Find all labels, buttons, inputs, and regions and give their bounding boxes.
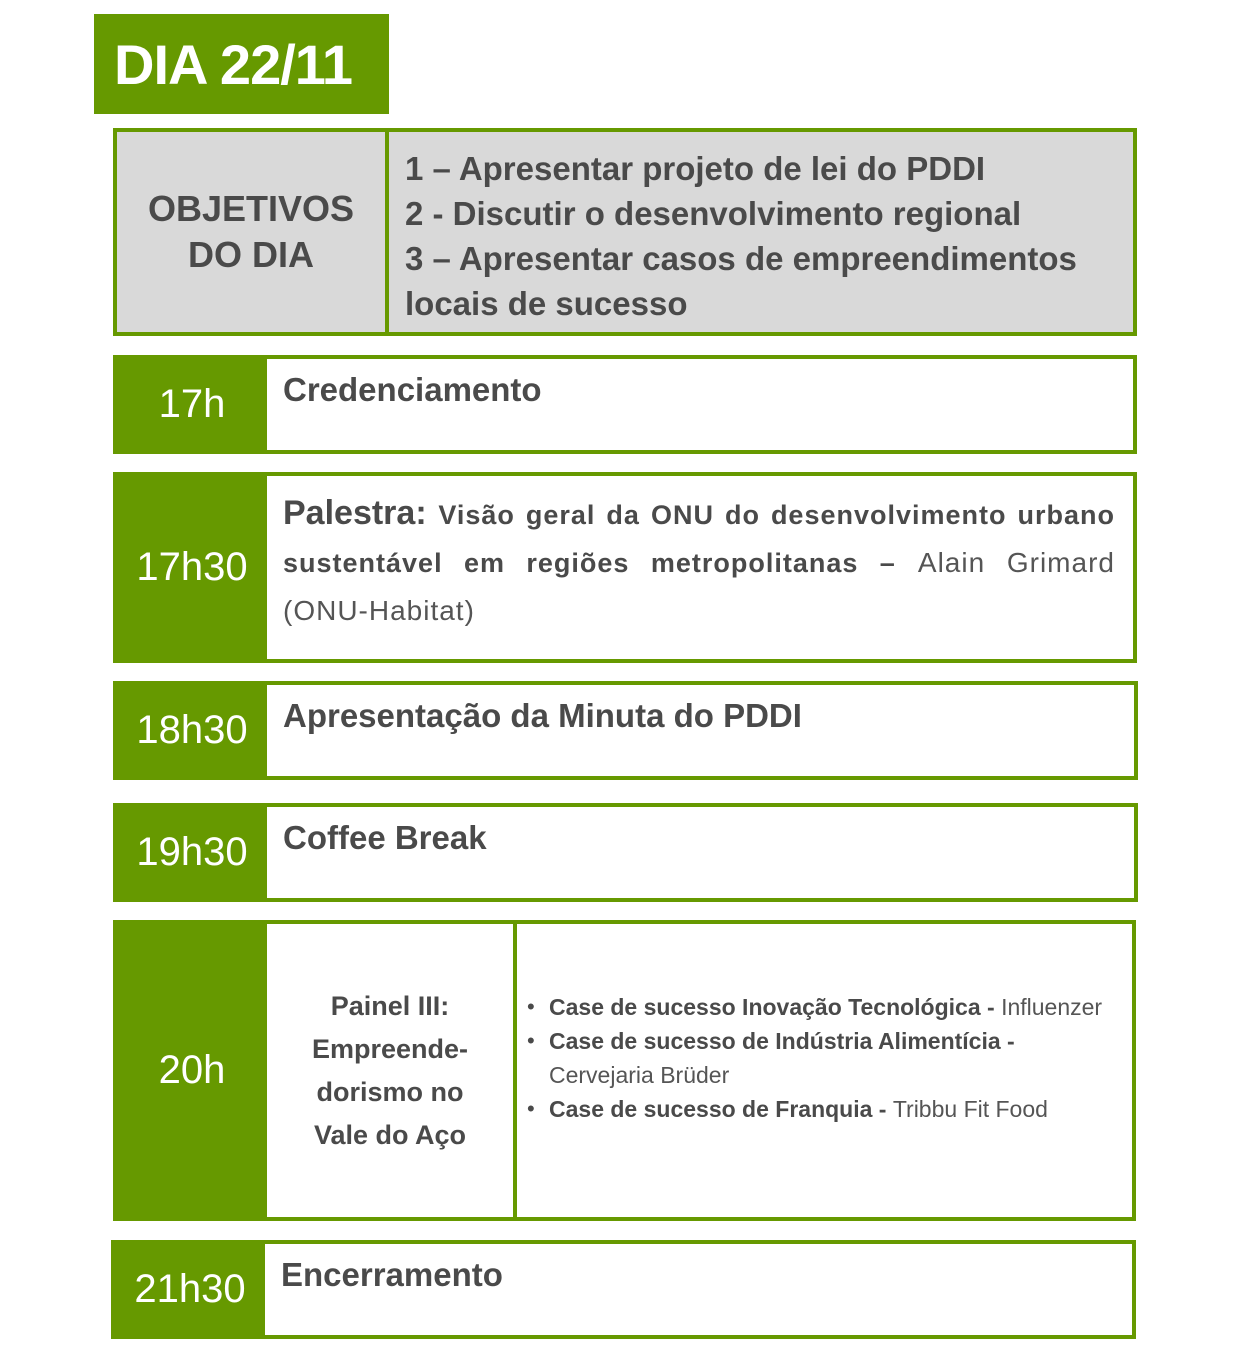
objectives-list [389, 132, 1133, 332]
palestra-speaker: Alain Grimard (ONU-Habitat) [283, 547, 1115, 626]
objectives-box [113, 128, 1137, 336]
schedule-time: 20h [117, 924, 267, 1217]
schedule-row-minuta [113, 681, 1138, 780]
schedule-row-coffee-break [113, 803, 1138, 902]
panel-label-line: Vale do Aço [313, 1119, 467, 1150]
panel-label [267, 924, 517, 1217]
case-company: Cervejaria Brüder [549, 1062, 730, 1088]
schedule-row-painel [113, 920, 1136, 1221]
palestra-content [267, 476, 1133, 659]
objective-item: 1 – Apresentar projeto de lei do PDDI [405, 150, 986, 187]
case-item [527, 990, 1122, 1024]
schedule-time: 21h30 [115, 1244, 265, 1335]
case-company: Influenzer [994, 994, 1103, 1020]
case-item [527, 1092, 1122, 1126]
palestra-lead: Palestra: [283, 494, 427, 532]
schedule-time: 18h30 [117, 685, 267, 776]
schedule-title: Apresentação da Minuta do PDDI [283, 697, 802, 734]
case-title: Case de sucesso de Franquia - [549, 1096, 893, 1122]
objective-item: locais de sucesso [405, 285, 688, 322]
schedule-time: 19h30 [117, 807, 267, 898]
case-title: Case de sucesso de Indústria Alimentícia - [549, 1028, 1015, 1054]
case-title: Case de sucesso Inovação Tecnológica - [549, 994, 995, 1020]
case-item [527, 1024, 1122, 1092]
schedule-title: Encerramento [281, 1256, 503, 1293]
schedule-title: Credenciamento [283, 371, 542, 408]
page-title-text: DIA 22/11 [114, 32, 352, 96]
palestra-description: Visão geral da ONU do desenvolvimento urbano sustentável em regiões metropolitanas – [283, 500, 1116, 578]
panel-label-line: dorismo no [316, 1076, 464, 1107]
objectives-label [117, 132, 389, 332]
panel-label-line: Empreende- [311, 1033, 469, 1064]
panel-cases [517, 924, 1132, 1217]
schedule-time: 17h30 [117, 476, 267, 659]
objective-item: 3 – Apresentar casos de empreendimentos [405, 240, 1077, 277]
schedule-row-encerramento [111, 1240, 1136, 1339]
objectives-label-line: OBJETIVOS [147, 188, 355, 229]
schedule-title: Coffee Break [283, 819, 487, 856]
objectives-label-line: DO DIA [188, 234, 314, 275]
page-title [94, 14, 389, 114]
schedule-row-palestra [113, 472, 1137, 663]
case-company: Tribbu Fit Food [892, 1096, 1048, 1122]
objective-item: 2 - Discutir o desenvolvimento regional [405, 195, 1022, 232]
schedule-row-credenciamento [113, 355, 1137, 454]
schedule-time: 17h [117, 359, 267, 450]
panel-label-line: Painel III: [330, 990, 450, 1021]
